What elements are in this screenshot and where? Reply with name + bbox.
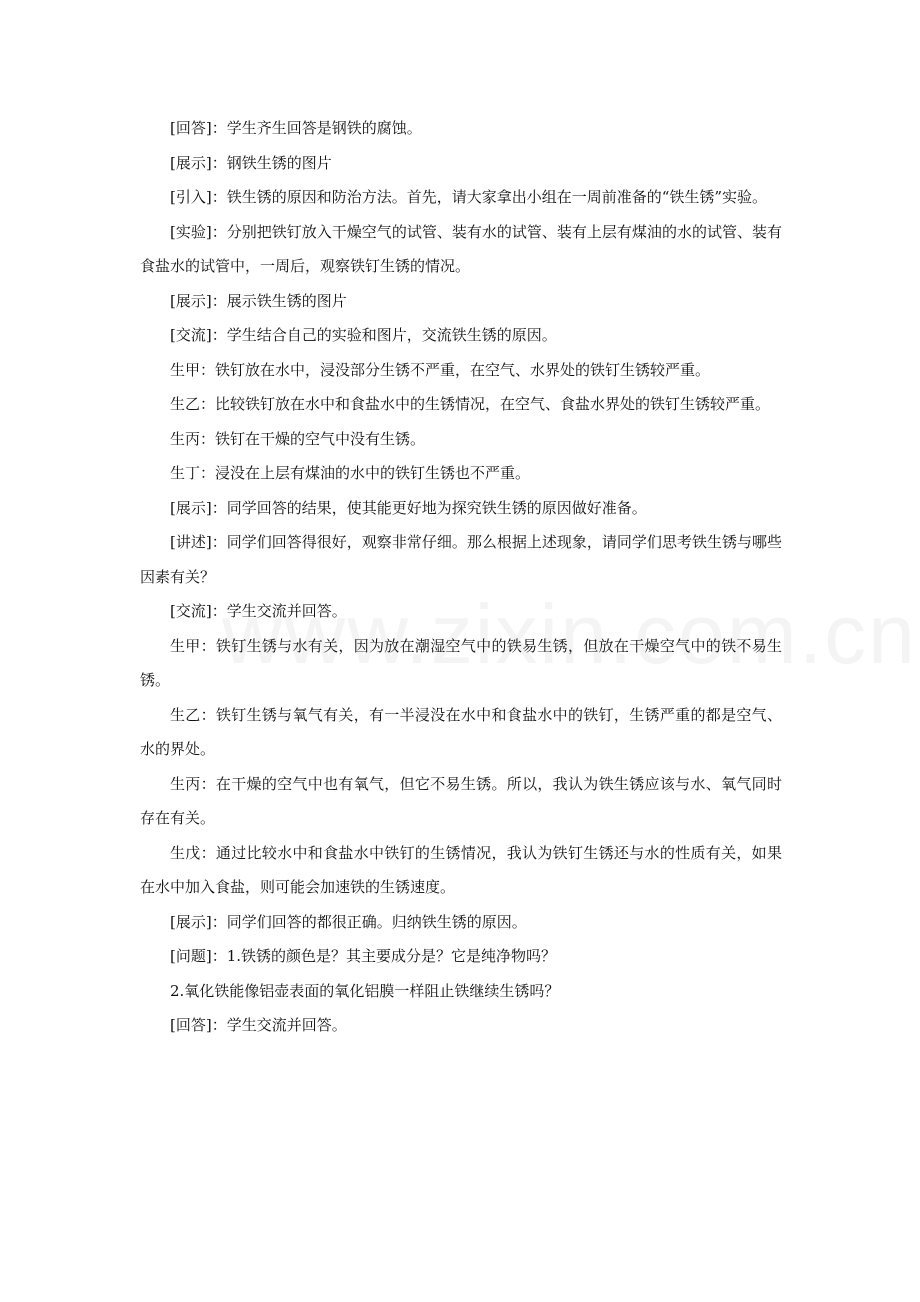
paragraph: [展示]：钢铁生锈的图片: [170, 153, 332, 172]
paragraph: [回答]：学生交流并回答。: [170, 1016, 347, 1034]
paragraph: 生甲：铁钉生锈与水有关，因为放在潮湿空气中的铁易生锈，但放在干燥空气中的铁不易生锈。: [140, 636, 782, 689]
document-body: [140, 111, 782, 1043]
paragraph: [问题]：1.铁锈的颜色是？其主要成分是？它是纯净物吗？: [170, 947, 557, 965]
paragraph: [讲述]：同学们回答得很好，观察非常仔细。那么根据上述现象，请同学们思考铁生锈与哪些因素有关？: [140, 533, 782, 586]
paragraph: [实验]：分别把铁钉放入干燥空气的试管、装有水的试管、装有上层有煤油的水的试管、装有食盐水的试管中，一周后，观察铁钉生锈的情况。: [140, 222, 782, 275]
paragraph: 生丙：铁钉在干燥的空气中没有生锈。: [170, 429, 426, 448]
paragraph: [展示]：同学回答的结果，使其能更好地为探究铁生锈的原因做好准备。: [170, 498, 647, 517]
paragraph: 2.氧化铁能像铝壶表面的氧化铝膜一样阻止铁继续生锈吗？: [170, 981, 560, 1000]
paragraph: [交流]：学生结合自己的实验和图片，交流铁生锈的原因。: [170, 326, 557, 344]
paragraph: [引入]：铁生锈的原因和防治方法。首先，请大家拿出小组在一周前准备的“铁生锈”实验。: [170, 188, 768, 206]
paragraph: [展示]：同学们回答的都很正确。归纳铁生锈的原因。: [170, 912, 527, 931]
paragraph: [回答]：学生齐生回答是钢铁的腐蚀。: [170, 119, 422, 137]
paragraph: [展示]：展示铁生锈的图片: [170, 291, 347, 310]
paragraph: 生乙：铁钉生锈与氧气有关，有一半浸没在水中和食盐水中的铁钉，生锈严重的都是空气、水的界处。: [140, 705, 782, 758]
paragraph: 生戊：通过比较水中和食盐水中铁钉的生锈情况，我认为铁钉生锈还与水的性质有关，如果在水中加入食盐，则可能会加速铁的生锈速度。: [140, 843, 782, 896]
paragraph: 生乙：比较铁钉放在水中和食盐水中的生锈情况，在空气、食盐水界处的铁钉生锈较严重。: [170, 395, 771, 413]
paragraph: [交流]：学生交流并回答。: [170, 602, 347, 620]
paragraph: 生丙：在干燥的空气中也有氧气，但它不易生锈。所以，我认为铁生锈应该与水、氧气同时存在有关。: [140, 774, 782, 827]
paragraph: 生丁：浸没在上层有煤油的水中的铁钉生锈也不严重。: [170, 464, 531, 482]
paragraph: 生甲：铁钉放在水中，浸没部分生锈不严重，在空气、水界处的铁钉生锈较严重。: [170, 360, 711, 379]
